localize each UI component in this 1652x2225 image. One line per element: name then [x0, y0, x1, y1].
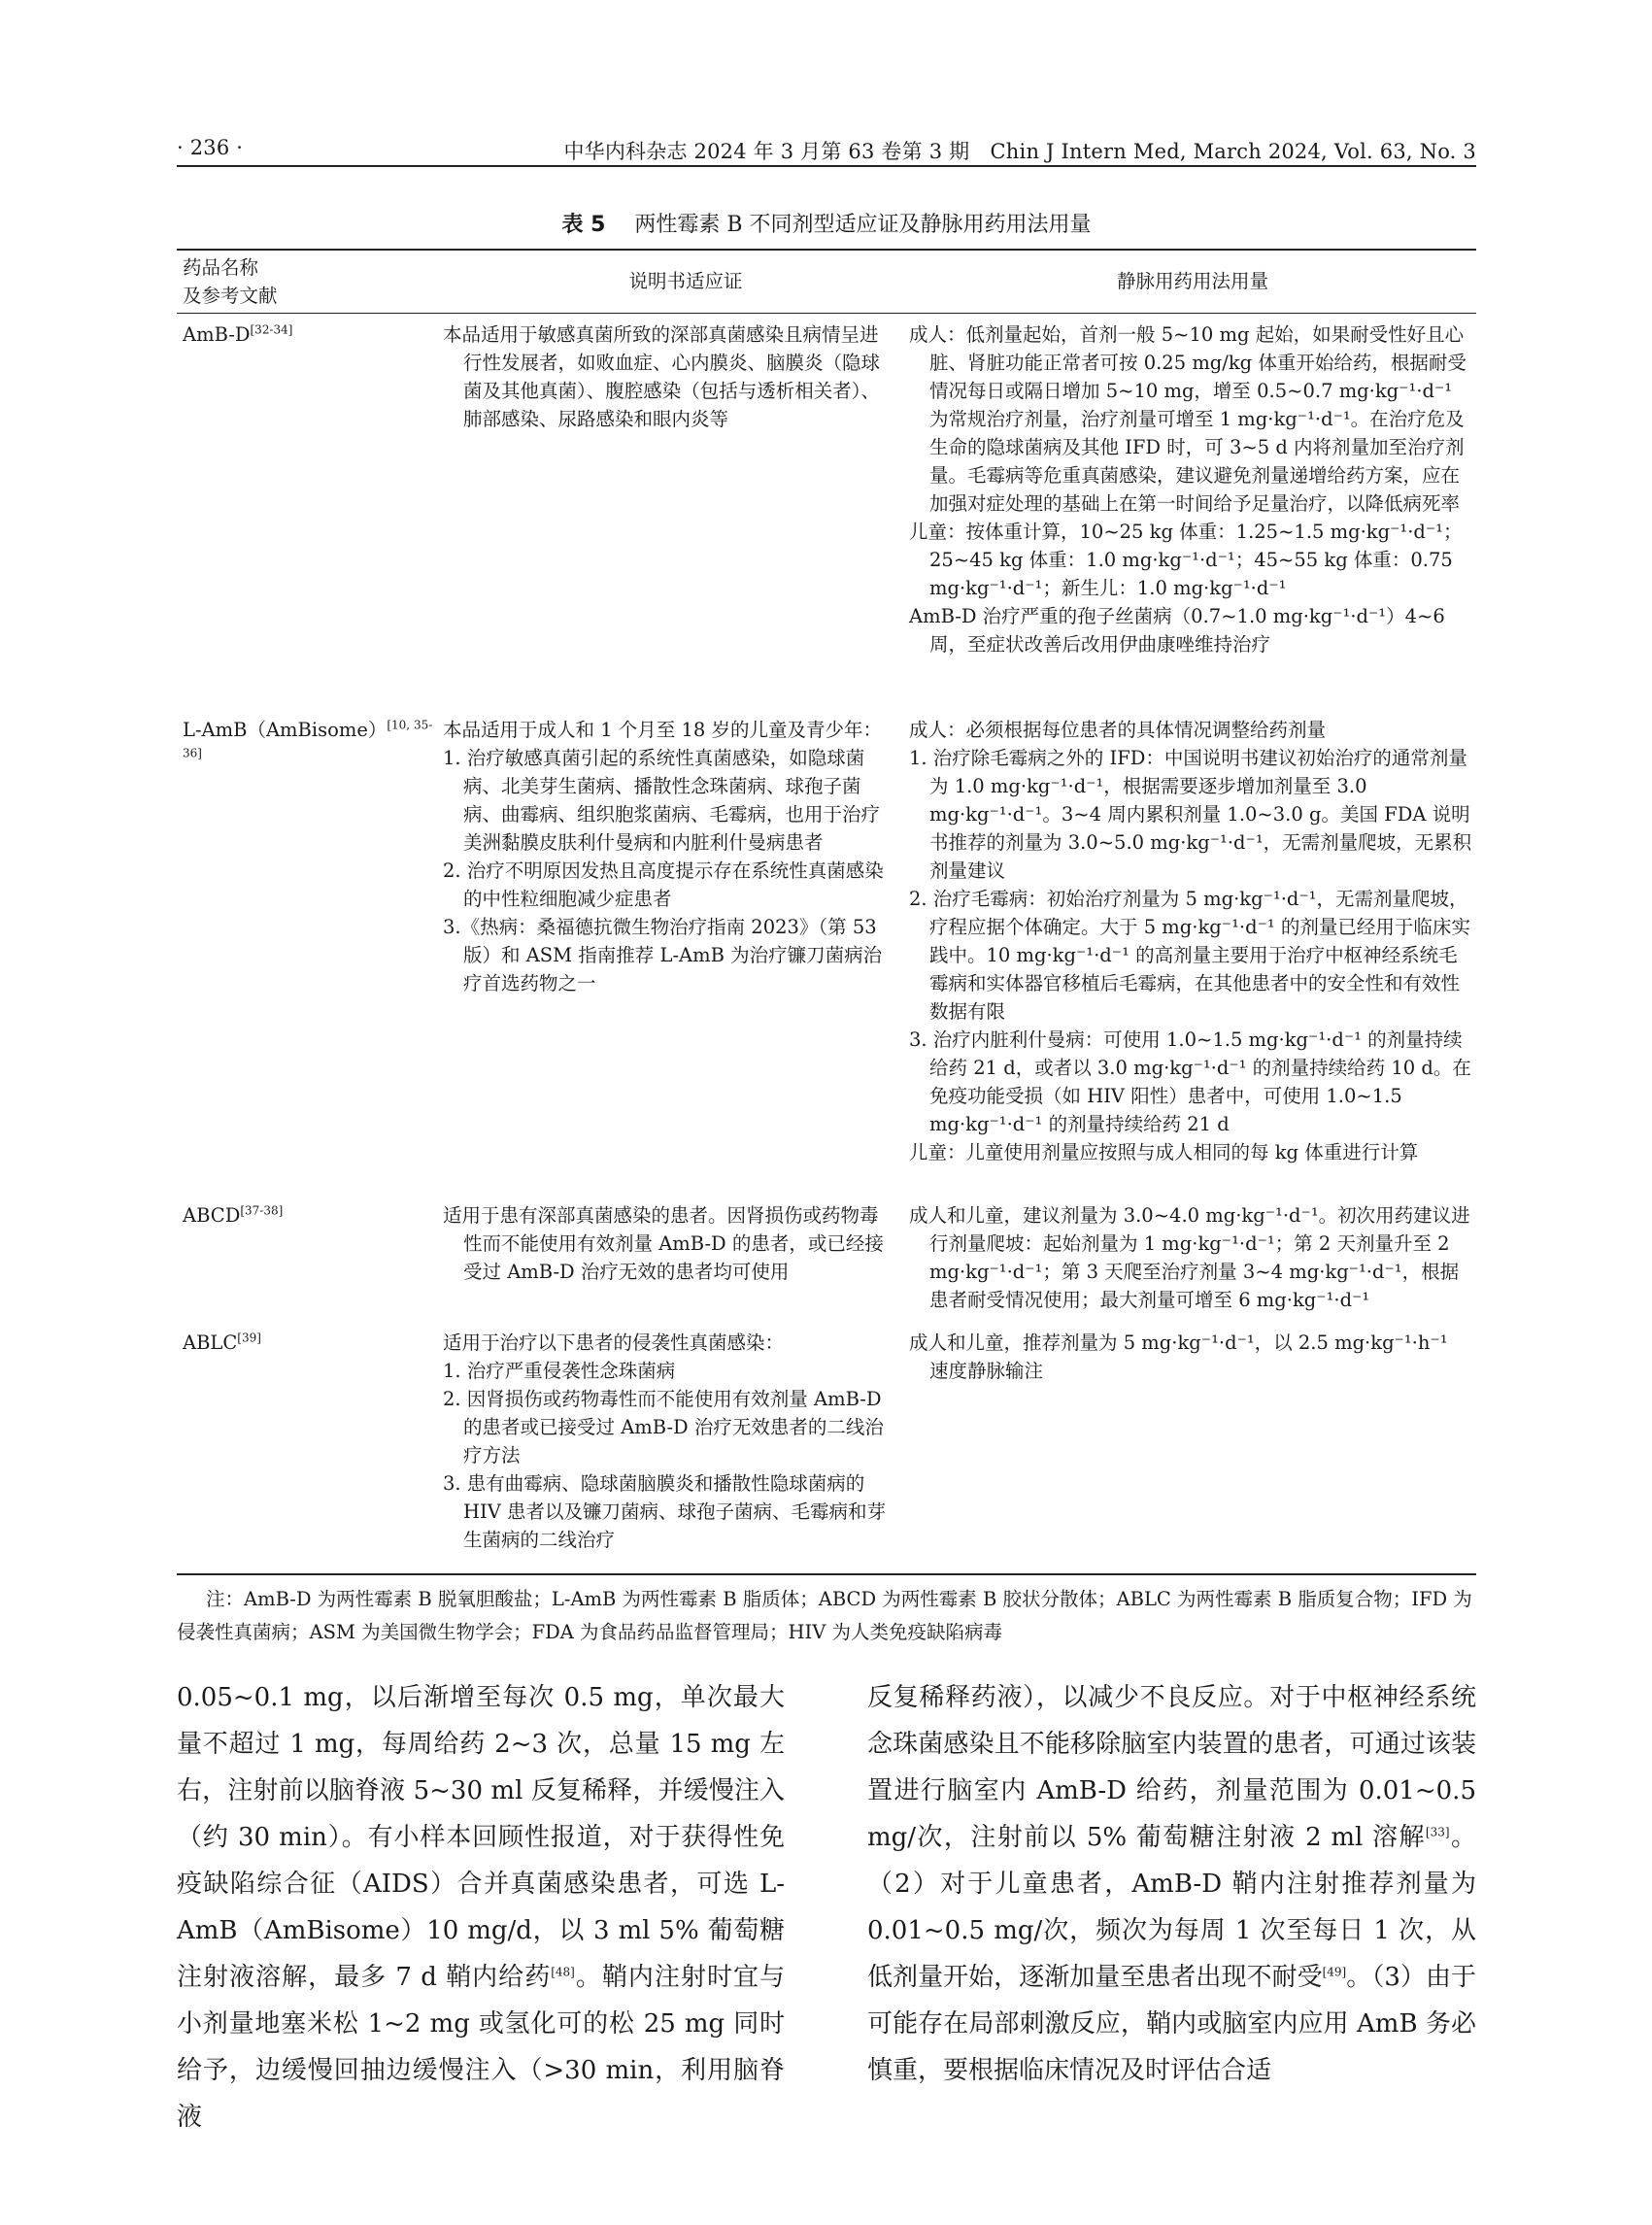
drug-name: AmB-D[32-34]: [183, 322, 293, 346]
body-text: 。（3）由于可能存在局部刺激反应，鞘内或脑室内应用 AmB 务必慎重，要根据临床情况及时评估合适: [867, 1963, 1476, 2085]
dosage-text: 成人和儿童，推荐剂量为 5 mg·kg⁻¹·d⁻¹，以 2.5 mg·kg⁻¹·h⁻¹ 速度静脉输注: [909, 1332, 1448, 1382]
dosage-text: 3. 治疗内脏利什曼病：可使用 1.0~1.5 mg·kg⁻¹·d⁻¹ 的剂量持续给药 21 d，或者以 3.0 mg·kg⁻¹·d⁻¹ 的剂量持续给药 10 d。在免疫功能受损（如 HIV 阳性）患者中，可使用 1.0~1.5 mg·kg⁻¹·d⁻¹ 的剂量持续给药 21 d: [909, 1028, 1471, 1135]
body-text: 0.05~0.1 mg，以后渐增至每次 0.5 mg，单次最大量不超过 1 mg，每周给药 2~3 次，总量 15 mg 左右，注射前以脑脊液 5~30 ml 反复稀释，并缓慢注入（约 30 min）。有小样本回顾性报道，对于获得性免疫缺陷综合征（AIDS）合并真菌感染患者，可选 L-AmB（AmBisome）10 mg/d，以 3 ml 5% 葡萄糖注射液溶解，最多 7 d 鞘内给药: [177, 1683, 785, 1992]
body-column-left: [177, 1674, 785, 2141]
page-number: · 236 ·: [177, 136, 244, 159]
dosage-text: 儿童：儿童使用剂量应按照与成人相同的每 kg 体重进行计算: [909, 1141, 1419, 1163]
drug-name: ABCD[37-38]: [183, 1203, 284, 1227]
indication-cell: [443, 1329, 892, 1554]
citation: [33]: [1425, 1825, 1450, 1839]
indication-text: 2. 因肾损伤或药物毒性而不能使用有效剂量 AmB-D 的患者或已接受过 AmB-D 治疗无效患者的二线治疗方法: [443, 1388, 884, 1466]
column-header-indication: 说明书适应证: [628, 270, 743, 292]
indication-text: 1. 治疗敏感真菌引起的系统性真菌感染，如隐球菌病、北美芽生菌病、播散性念珠菌病、球孢子菌病、曲霉病、组织胞浆菌病、毛霉病，也用于治疗美洲黏膜皮肤利什曼病和内脏利什曼病患者: [443, 747, 881, 854]
table-header-rule: [177, 313, 1476, 314]
table-label: 表 5: [561, 213, 606, 237]
citation: [49]: [1322, 1965, 1347, 1979]
table-caption: [177, 208, 1476, 238]
journal-header: 中华内科杂志 2024 年 3 月第 63 卷第 3 期 Chin J Intern Med, March 2024, Vol. 63, No. 3: [563, 140, 1476, 163]
dosage-cell: [909, 716, 1472, 1166]
column-header-drug: 药品名称 及参考文献: [183, 256, 278, 307]
citation: [37-38]: [240, 1203, 284, 1218]
indication-text: 3. 患有曲霉病、隐球菌脑膜炎和播散性隐球菌病的 HIV 患者以及镰刀菌病、球孢子菌病、毛霉病和芽生菌病的二线治疗: [443, 1472, 886, 1551]
indication-text: 1. 治疗严重侵袭性念珠菌病: [443, 1360, 676, 1382]
table-note: 注：AmB-D 为两性霉素 B 脱氧胆酸盐；L-AmB 为两性霉素 B 脂质体；ABCD 为两性霉素 B 胶状分散体；ABLC 为两性霉素 B 脂质复合物；IFD 为侵袭性真菌病；ASM 为美国微生物学会；FDA 为食品药品监督管理局；HIV 为人类免疫缺陷病毒: [177, 1588, 1472, 1643]
indication-cell: [443, 1201, 892, 1286]
dosage-text: 2. 治疗毛霉病：初始治疗剂量为 5 mg·kg⁻¹·d⁻¹，无需剂量爬坡，疗程应据个体确定。大于 5 mg·kg⁻¹·d⁻¹ 的剂量已经用于临床实践中。10 mg·kg⁻¹·d⁻¹ 的高剂量主要用于治疗中枢神经系统毛霉病和实体器官移植后毛霉病，在其他患者中的安全性和有效性数据有限: [909, 888, 1470, 1023]
drug-name: L-AmB（AmBisome）[10, 35-36]: [183, 718, 433, 760]
dosage-text: 成人：必须根据每位患者的具体情况调整给药剂量: [909, 719, 1327, 741]
column-header-dosage: 静脉用药用法用量: [1116, 270, 1268, 292]
citation: [10, 35-36]: [183, 718, 433, 760]
citation: [39]: [237, 1331, 261, 1345]
indication-text: 本品适用于敏感真菌所致的深部真菌感染且病情呈进行性发展者，如败血症、心内膜炎、脑膜炎（隐球菌及其他真菌）、腹腔感染（包括与透析相关者）、肺部感染、尿路感染和眼内炎等: [443, 323, 881, 430]
indication-text: 3.《热病：桑福德抗微生物治疗指南 2023》（第 53 版）和 ASM 指南推荐 L-AmB 为治疗镰刀菌病治疗首选药物之一: [443, 916, 883, 995]
body-text: 。（2）对于儿童患者，AmB-D 鞘内注射推荐剂量为 0.01~0.5 mg/次，频次为每周 1 次至每日 1 次，从低剂量开始，逐渐加量至患者出现不耐受: [867, 1823, 1476, 1992]
citation: [32-34]: [250, 322, 293, 337]
body-text: 。鞘内注射时宜与小剂量地塞米松 1~2 mg 或氢化可的松 25 mg 同时给予，边缓慢回抽边缓慢注入（>30 min，利用脑脊液: [177, 1963, 785, 2132]
table-top-rule: [177, 249, 1476, 251]
indication-cell: [443, 320, 892, 433]
dosage-cell: [909, 1329, 1472, 1385]
citation: [48]: [551, 1965, 575, 1979]
dosage-text: 1. 治疗除毛霉病之外的 IFD：中国说明书建议初始治疗的通常剂量为 1.0 mg·kg⁻¹·d⁻¹，根据需要逐步增加剂量至 3.0 mg·kg⁻¹·d⁻¹。3~4 周内累积剂量 1.0~3.0 g。美国 FDA 说明书推荐的剂量为 3.0~5.0 mg·kg⁻¹·d⁻¹，无需剂量爬坡，无累积剂量建议: [909, 747, 1472, 882]
table-title: 两性霉素 B 不同剂型适应证及静脉用药用法用量: [634, 213, 1092, 237]
indication-text: 2. 治疗不明原因发热且高度提示存在系统性真菌感染的中性粒细胞减少症患者: [443, 860, 884, 910]
drug-name: ABLC[39]: [183, 1331, 261, 1354]
indication-text: 适用于患有深部真菌感染的患者。因肾损伤或药物毒性而不能使用有效剂量 AmB-D 的患者，或已经接受过 AmB-D 治疗无效的患者均可使用: [443, 1204, 884, 1283]
dosage-text: AmB-D 治疗严重的孢子丝菌病（0.7~1.0 mg·kg⁻¹·d⁻¹）4~6 周，至症状改善后改用伊曲康唑维持治疗: [909, 605, 1445, 656]
body-column-right: [867, 1674, 1476, 2094]
dosage-text: 成人：低剂量起始，首剂一般 5~10 mg 起始，如果耐受性好且心脏、肾脏功能正常者可按 0.25 mg/kg 体重开始给药，根据耐受情况每日或隔日增加 5~10 mg，增至 0.5~0.7 mg·kg⁻¹·d⁻¹ 为常规治疗剂量，治疗剂量可增至 1 mg·kg⁻¹·d⁻¹。在治疗危及生命的隐球菌病及其他 IFD 时，可 3~5 d 内将剂量加至治疗剂量。毛霉病等危重真菌感染，建议避免剂量递增给药方案，应在加强对症处理的基础上在第一时间给予足量治疗，以降低病死率: [909, 323, 1467, 515]
dosage-text: 成人和儿童，建议剂量为 3.0~4.0 mg·kg⁻¹·d⁻¹。初次用药建议进行剂量爬坡：起始剂量为 1 mg·kg⁻¹·d⁻¹；第 2 天剂量升至 2 mg·kg⁻¹·d⁻¹；第 3 天爬至治疗剂量 3~4 mg·kg⁻¹·d⁻¹，根据患者耐受情况使用；最大剂量可增至 6 mg·kg⁻¹·d⁻¹: [909, 1204, 1470, 1311]
body-text: 反复稀释药液），以减少不良反应。对于中枢神经系统念珠菌感染且不能移除脑室内装置的患者，可通过该装置进行脑室内 AmB-D 给药，剂量范围为 0.01~0.5 mg/次，注射前以 5% 葡萄糖注射液 2 ml 溶解: [867, 1683, 1476, 1852]
dosage-cell: [909, 1201, 1472, 1314]
dosage-cell: [909, 320, 1472, 658]
header-rule: [177, 165, 1476, 167]
table-bottom-rule: [177, 1573, 1476, 1575]
dosage-text: 儿童：按体重计算，10~25 kg 体重：1.25~1.5 mg·kg⁻¹·d⁻¹；25~45 kg 体重：1.0 mg·kg⁻¹·d⁻¹；45~55 kg 体重：0.75 mg·kg⁻¹·d⁻¹；新生儿：1.0 mg·kg⁻¹·d⁻¹: [909, 521, 1463, 599]
indication-text: 适用于治疗以下患者的侵袭性真菌感染：: [443, 1332, 785, 1354]
indication-cell: [443, 716, 892, 997]
indication-text: 本品适用于成人和 1 个月至 18 岁的儿童及青少年：: [443, 719, 883, 741]
